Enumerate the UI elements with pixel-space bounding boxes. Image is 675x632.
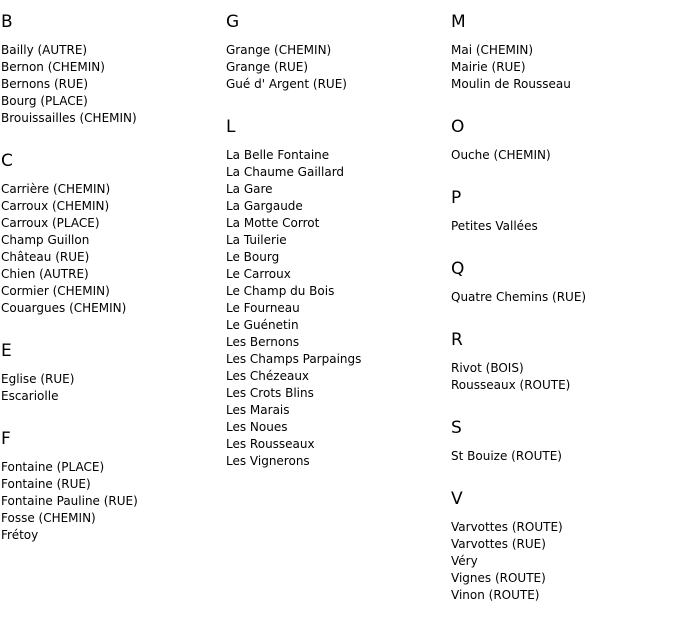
street-link[interactable]: Quatre Chemins (RUE) bbox=[451, 290, 587, 304]
letter-group bbox=[451, 328, 671, 394]
street-item bbox=[451, 448, 671, 465]
letter-group bbox=[1, 427, 221, 544]
street-link[interactable]: Carrière (CHEMIN) bbox=[1, 182, 111, 196]
street-list bbox=[451, 360, 671, 394]
street-link[interactable]: Rousseaux (ROUTE) bbox=[451, 378, 571, 392]
street-link[interactable]: Les Bernons bbox=[226, 335, 300, 349]
street-link[interactable]: Escariolle bbox=[1, 389, 59, 403]
letter-group bbox=[1, 149, 221, 317]
street-link[interactable]: Fosse (CHEMIN) bbox=[1, 511, 96, 525]
street-list bbox=[226, 42, 446, 93]
street-link[interactable]: Varvottes (RUE) bbox=[451, 537, 546, 551]
street-list bbox=[451, 519, 671, 604]
street-index-column-2 bbox=[226, 10, 446, 470]
street-item bbox=[226, 402, 446, 419]
letter-heading: O bbox=[451, 117, 465, 137]
street-item bbox=[1, 198, 221, 215]
street-index-column-1 bbox=[1, 10, 221, 544]
letter-heading: E bbox=[1, 341, 12, 361]
street-link[interactable]: Petites Vallées bbox=[451, 219, 538, 233]
letter-group bbox=[226, 115, 446, 470]
letter-heading: P bbox=[451, 188, 462, 208]
street-link[interactable]: Moulin de Rousseau bbox=[451, 77, 571, 91]
street-link[interactable]: Cormier (CHEMIN) bbox=[1, 284, 110, 298]
street-link[interactable]: Véry bbox=[451, 554, 478, 568]
street-item bbox=[451, 377, 671, 394]
street-link[interactable]: Les Noues bbox=[226, 420, 288, 434]
letter-group bbox=[451, 487, 671, 604]
letter-heading: R bbox=[451, 330, 463, 350]
street-link[interactable]: Frétoy bbox=[1, 528, 39, 542]
street-link[interactable]: La Chaume Gaillard bbox=[226, 165, 345, 179]
street-link[interactable]: Gué d' Argent (RUE) bbox=[226, 77, 347, 91]
street-link[interactable]: Grange (CHEMIN) bbox=[226, 43, 332, 57]
street-item bbox=[226, 266, 446, 283]
letter-heading: C bbox=[1, 151, 13, 171]
letter-group bbox=[451, 186, 671, 235]
letter-heading: S bbox=[451, 418, 462, 438]
street-item bbox=[451, 570, 671, 587]
street-link[interactable]: Les Vignerons bbox=[226, 454, 310, 468]
street-list bbox=[1, 371, 221, 405]
letter-group bbox=[1, 339, 221, 405]
street-item bbox=[226, 334, 446, 351]
street-item bbox=[1, 371, 221, 388]
street-list bbox=[451, 218, 671, 235]
street-item bbox=[226, 198, 446, 215]
street-list bbox=[451, 289, 671, 306]
street-list bbox=[1, 42, 221, 127]
street-index-column-3 bbox=[451, 10, 671, 604]
letter-group bbox=[451, 257, 671, 306]
letter-group bbox=[451, 10, 671, 93]
street-item bbox=[226, 42, 446, 59]
street-link[interactable]: Le Bourg bbox=[226, 250, 280, 264]
street-item bbox=[1, 283, 221, 300]
street-link[interactable]: Ouche (CHEMIN) bbox=[451, 148, 551, 162]
street-list bbox=[451, 147, 671, 164]
street-item bbox=[451, 147, 671, 164]
street-item bbox=[451, 76, 671, 93]
street-item bbox=[226, 419, 446, 436]
street-item bbox=[226, 453, 446, 470]
street-link[interactable]: Fontaine Pauline (RUE) bbox=[1, 494, 138, 508]
street-item bbox=[226, 232, 446, 249]
street-link[interactable]: La Belle Fontaine bbox=[226, 148, 330, 162]
street-item bbox=[1, 181, 221, 198]
street-item bbox=[1, 266, 221, 283]
street-item bbox=[1, 300, 221, 317]
street-item bbox=[451, 289, 671, 306]
letter-group bbox=[1, 10, 221, 127]
street-item bbox=[1, 42, 221, 59]
street-item bbox=[226, 283, 446, 300]
street-link[interactable]: Rivot (BOIS) bbox=[451, 361, 524, 375]
street-item bbox=[1, 93, 221, 110]
street-link[interactable]: Chien (AUTRE) bbox=[1, 267, 89, 281]
street-link[interactable]: Le Fourneau bbox=[226, 301, 300, 315]
street-item bbox=[226, 147, 446, 164]
street-link[interactable]: Les Crots Blins bbox=[226, 386, 314, 400]
street-link[interactable]: Varvottes (ROUTE) bbox=[451, 520, 563, 534]
street-link[interactable]: Le Champ du Bois bbox=[226, 284, 335, 298]
street-link[interactable]: Vignes (ROUTE) bbox=[451, 571, 546, 585]
street-link[interactable]: Brouissailles (CHEMIN) bbox=[1, 111, 137, 125]
street-link[interactable]: Bernon (CHEMIN) bbox=[1, 60, 105, 74]
street-list bbox=[1, 459, 221, 544]
street-item bbox=[1, 527, 221, 544]
street-link[interactable]: Bourg (PLACE) bbox=[1, 94, 88, 108]
letter-heading: M bbox=[451, 12, 466, 32]
street-link[interactable]: Mai (CHEMIN) bbox=[451, 43, 534, 57]
street-item bbox=[226, 164, 446, 181]
street-list bbox=[1, 181, 221, 317]
street-link[interactable]: Bailly (AUTRE) bbox=[1, 43, 88, 57]
street-item bbox=[1, 110, 221, 127]
letter-heading: F bbox=[1, 429, 11, 449]
letter-group bbox=[451, 416, 671, 465]
street-link[interactable]: Le Carroux bbox=[226, 267, 291, 281]
street-item bbox=[226, 436, 446, 453]
street-item bbox=[226, 317, 446, 334]
street-item bbox=[226, 300, 446, 317]
street-link[interactable]: La Motte Corrot bbox=[226, 216, 320, 230]
street-item bbox=[1, 76, 221, 93]
street-item bbox=[226, 351, 446, 368]
street-link[interactable]: Champ Guillon bbox=[1, 233, 90, 247]
street-list bbox=[451, 42, 671, 93]
street-link[interactable]: La Gare bbox=[226, 182, 273, 196]
street-link[interactable]: Mairie (RUE) bbox=[451, 60, 526, 74]
street-link[interactable]: Château (RUE) bbox=[1, 250, 90, 264]
street-item bbox=[451, 360, 671, 377]
street-link[interactable]: La Gargaude bbox=[226, 199, 303, 213]
street-link[interactable]: La Tuilerie bbox=[226, 233, 287, 247]
street-link[interactable]: Fontaine (PLACE) bbox=[1, 460, 105, 474]
street-item bbox=[226, 385, 446, 402]
street-item bbox=[1, 232, 221, 249]
street-link[interactable]: St Bouize (ROUTE) bbox=[451, 449, 562, 463]
street-link[interactable]: Les Chézeaux bbox=[226, 369, 310, 383]
letter-heading: Q bbox=[451, 259, 465, 279]
letter-heading: G bbox=[226, 12, 240, 32]
street-item bbox=[451, 519, 671, 536]
street-item bbox=[1, 510, 221, 527]
street-item bbox=[451, 553, 671, 570]
street-item bbox=[226, 215, 446, 232]
street-item bbox=[1, 59, 221, 76]
street-link[interactable]: Carroux (CHEMIN) bbox=[1, 199, 110, 213]
street-item bbox=[226, 59, 446, 76]
street-item bbox=[226, 181, 446, 198]
street-item bbox=[226, 368, 446, 385]
street-link[interactable]: Grange (RUE) bbox=[226, 60, 309, 74]
street-link[interactable]: Couargues (CHEMIN) bbox=[1, 301, 127, 315]
street-item bbox=[451, 587, 671, 604]
street-link[interactable]: Les Marais bbox=[226, 403, 290, 417]
street-item bbox=[1, 476, 221, 493]
letter-group bbox=[226, 10, 446, 93]
letter-group bbox=[451, 115, 671, 164]
street-item bbox=[1, 215, 221, 232]
street-item bbox=[1, 493, 221, 510]
letter-heading: B bbox=[1, 12, 13, 32]
letter-heading: L bbox=[226, 117, 236, 137]
street-link[interactable]: Fontaine (RUE) bbox=[1, 477, 91, 491]
street-list bbox=[226, 147, 446, 470]
street-item bbox=[451, 218, 671, 235]
street-link[interactable]: Carroux (PLACE) bbox=[1, 216, 100, 230]
street-list bbox=[451, 448, 671, 465]
street-link[interactable]: Eglise (RUE) bbox=[1, 372, 75, 386]
street-item bbox=[226, 76, 446, 93]
street-link[interactable]: Les Champs Parpaings bbox=[226, 352, 362, 366]
letter-heading: V bbox=[451, 489, 463, 509]
street-item bbox=[451, 59, 671, 76]
street-item bbox=[226, 249, 446, 266]
street-item bbox=[1, 388, 221, 405]
street-item bbox=[451, 42, 671, 59]
street-link[interactable]: Bernons (RUE) bbox=[1, 77, 89, 91]
street-item bbox=[1, 459, 221, 476]
street-item bbox=[451, 536, 671, 553]
street-item bbox=[1, 249, 221, 266]
street-link[interactable]: Les Rousseaux bbox=[226, 437, 315, 451]
street-link[interactable]: Le Guénetin bbox=[226, 318, 299, 332]
street-link[interactable]: Vinon (ROUTE) bbox=[451, 588, 540, 602]
